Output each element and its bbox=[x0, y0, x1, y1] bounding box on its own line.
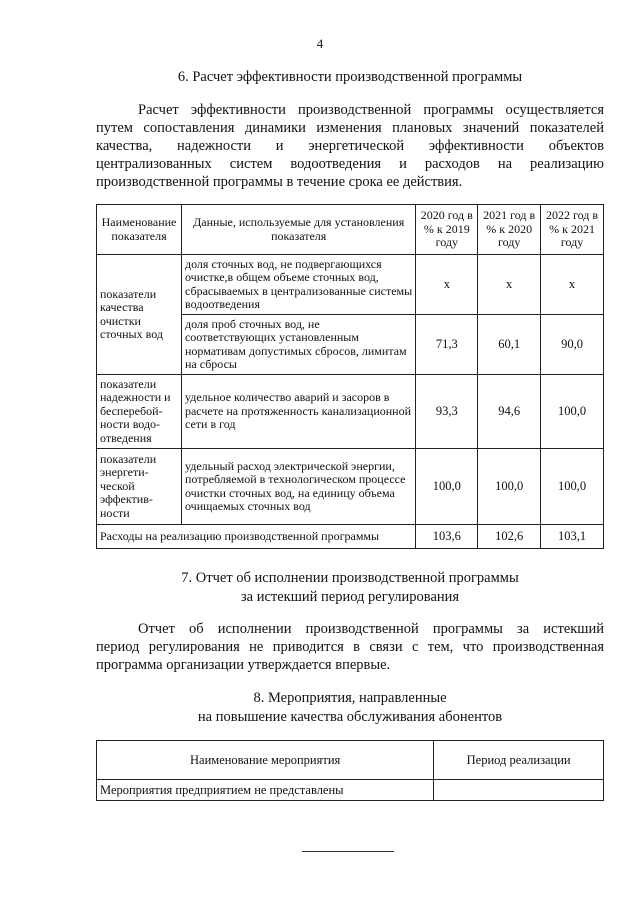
header-period: Период реализации bbox=[434, 741, 604, 780]
header-data: Данные, используемые для установления показателя bbox=[181, 205, 415, 255]
paragraph-line: Отчет об исполнении производственной программы за истекший bbox=[138, 621, 604, 637]
indicator-data: доля сточных вод, не подвергающихся очистке,в общем объеме сточных вод, сбрасываемых в централизованные системы водоотведения bbox=[181, 255, 415, 315]
paragraph-line: централизованных систем водоотведения и расходов на реализацию bbox=[96, 156, 604, 172]
value-2021: 94,6 bbox=[478, 375, 541, 449]
expenses-label: Расходы на реализацию производственной программы bbox=[97, 525, 416, 549]
paragraph-line: производственной программы в течение срока ее действия. bbox=[96, 174, 463, 190]
value-2022: 100,0 bbox=[541, 375, 604, 449]
paragraph-line: период регулирования не приводится в связи с тем, что производственная bbox=[96, 639, 604, 655]
section-7-paragraph bbox=[96, 620, 604, 674]
value-2020: 103,6 bbox=[416, 525, 478, 549]
indicator-data: доля проб сточных вод, не соответствующих установленным нормативам допустимых сбросов, лимитам на сбросы bbox=[181, 315, 415, 375]
section-6-title: 6. Расчет эффективности производственной программы bbox=[177, 69, 523, 85]
section-6-paragraph bbox=[96, 101, 604, 191]
value-2020: 93,3 bbox=[416, 375, 478, 449]
section-7-title bbox=[96, 569, 604, 607]
activity-name: Мероприятия предприятием не представлены bbox=[97, 780, 434, 801]
indicator-name: показатели энергети-ческой эффектив-ности bbox=[97, 449, 182, 525]
value-2020: 100,0 bbox=[416, 449, 478, 525]
activity-period bbox=[434, 780, 604, 801]
header-activity-name: Наименование мероприятия bbox=[97, 741, 434, 780]
indicator-data: удельное количество аварий и засоров в расчете на протяженность канализационной сети в год bbox=[181, 375, 415, 449]
value-2020: 71,3 bbox=[416, 315, 478, 375]
indicator-name: показатели качества очистки сточных вод bbox=[97, 255, 182, 375]
header-2022: 2022 год в % к 2021 году bbox=[541, 205, 604, 255]
table-header-row bbox=[97, 741, 604, 780]
section-8-title bbox=[96, 689, 604, 727]
header-indicator: Наименование показателя bbox=[97, 205, 182, 255]
table-row bbox=[97, 780, 604, 801]
table-row bbox=[97, 375, 604, 449]
paragraph-line: Расчет эффективности производственной программы осуществляется bbox=[138, 102, 604, 118]
table-row-expenses bbox=[97, 525, 604, 549]
activities-table bbox=[96, 740, 604, 801]
value-2021: 102,6 bbox=[478, 525, 541, 549]
section-8-title-line: 8. Мероприятия, направленные bbox=[253, 690, 447, 706]
value-2022: 90,0 bbox=[541, 315, 604, 375]
value-2021: 100,0 bbox=[478, 449, 541, 525]
indicator-data: удельный расход электрической энергии, потребляемой в технологическом процессе очистки сточных вод, на единицу объема очищаемых сточных вод bbox=[181, 449, 415, 525]
value-2022: x bbox=[541, 255, 604, 315]
value-2022: 103,1 bbox=[541, 525, 604, 549]
value-2020: x bbox=[416, 255, 478, 315]
paragraph-line: качества, надежности и энергетической эффективности объектов bbox=[96, 138, 604, 154]
value-2021: 60,1 bbox=[478, 315, 541, 375]
table-header-row bbox=[97, 205, 604, 255]
value-2022: 100,0 bbox=[541, 449, 604, 525]
indicator-name: показатели надежности и бесперебой-ности водо-отведения bbox=[97, 375, 182, 449]
section-8-title-line: на повышение качества обслуживания абонентов bbox=[197, 709, 503, 725]
section-7-title-line: 7. Отчет об исполнении производственной программы bbox=[181, 570, 519, 586]
header-2021: 2021 год в % к 2020 году bbox=[478, 205, 541, 255]
header-2020: 2020 год в % к 2019 году bbox=[416, 205, 478, 255]
footer-divider bbox=[302, 851, 394, 852]
value-2021: x bbox=[478, 255, 541, 315]
efficiency-table bbox=[96, 204, 604, 549]
paragraph-line: путем сопоставления динамики изменения плановых значений показателей bbox=[96, 120, 604, 136]
section-7-title-line: за истекший период регулирования bbox=[240, 589, 460, 605]
table-row bbox=[97, 255, 604, 315]
page-number: 4 bbox=[316, 36, 324, 51]
table-row bbox=[97, 449, 604, 525]
paragraph-line: программа организации утверждается впервые. bbox=[96, 657, 391, 673]
